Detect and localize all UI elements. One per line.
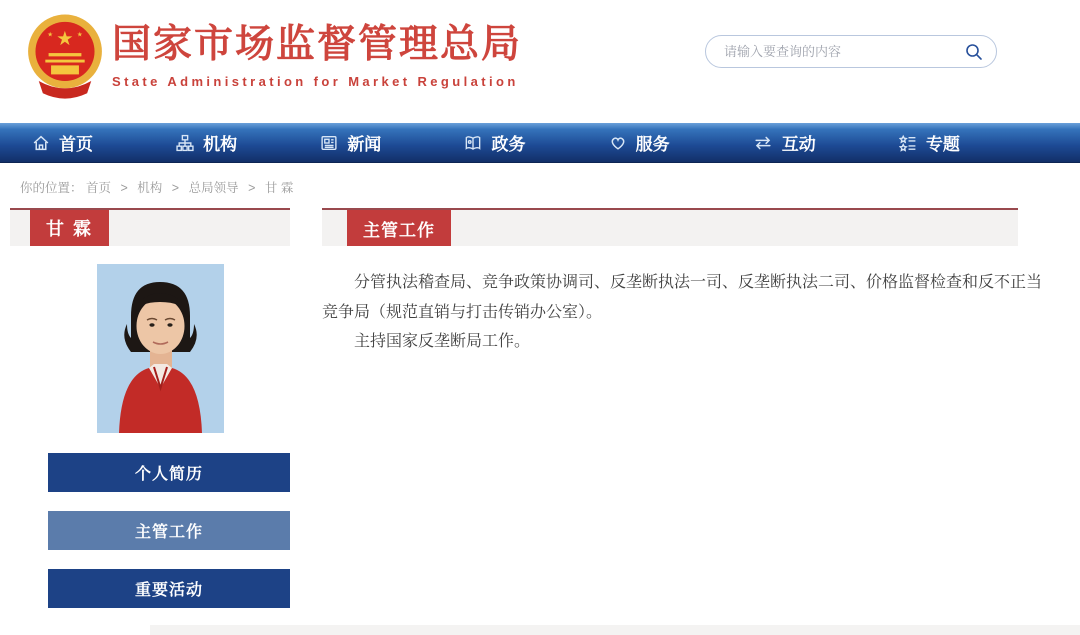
- breadcrumb: [0, 163, 1080, 201]
- search-box[interactable]: [705, 35, 997, 68]
- breadcrumb-item-home[interactable]: 首页: [86, 181, 112, 195]
- nav-item-topics[interactable]: [899, 130, 960, 155]
- nav-item-label: 机构: [203, 135, 238, 154]
- profile-name-tab: 甘 霖: [30, 210, 109, 246]
- main-nav-inner: [0, 123, 1080, 162]
- nav-item-label: 首页: [59, 135, 93, 154]
- nav-item-interaction[interactable]: [753, 130, 816, 155]
- national-emblem-icon: [24, 12, 106, 104]
- nav-item-news[interactable]: [320, 130, 381, 155]
- portrait-illustration: [97, 264, 224, 433]
- sidebar-header-bar: [10, 208, 290, 246]
- breadcrumb-item-current: 甘 霖: [264, 181, 294, 195]
- home-icon: [32, 134, 50, 152]
- gov-book-icon: [464, 134, 482, 152]
- paragraph: 主持国家反垄断局工作。: [354, 333, 531, 351]
- breadcrumb-separator: >: [171, 181, 180, 195]
- footer-strip: [150, 625, 1080, 635]
- site-title-block: [112, 24, 522, 89]
- menu-button-responsibilities[interactable]: 主管工作: [48, 511, 290, 550]
- nav-item-label: 专题: [925, 135, 960, 154]
- search-icon: [964, 42, 984, 62]
- breadcrumb-item-leaders[interactable]: 总局领导: [188, 181, 239, 195]
- profile-menu: [48, 453, 290, 627]
- exchange-arrows-icon: [753, 134, 773, 152]
- breadcrumb-separator: >: [248, 181, 256, 195]
- menu-button-activities[interactable]: 重要活动: [48, 569, 290, 608]
- nav-item-government[interactable]: [464, 130, 525, 155]
- search-button[interactable]: [964, 42, 984, 62]
- breadcrumb-label: 你的位置：: [20, 181, 83, 195]
- nav-item-label: 新闻: [347, 135, 382, 154]
- section-body: [322, 268, 1052, 357]
- nav-item-home[interactable]: [32, 130, 93, 155]
- site-header: [0, 0, 1080, 123]
- national-emblem-logo: [24, 12, 106, 104]
- site-subtitle: State Administration for Market Regulation: [112, 73, 519, 89]
- section-title-tab: 主管工作: [347, 210, 451, 246]
- nav-item-label: 互动: [781, 135, 816, 154]
- org-chart-icon: [176, 134, 194, 152]
- nav-item-label: 政务: [491, 135, 526, 154]
- nav-item-label: 服务: [635, 135, 670, 154]
- main-nav: [0, 123, 1080, 163]
- search-input[interactable]: [722, 43, 964, 60]
- topic-list-icon: [899, 134, 917, 152]
- news-icon: [320, 134, 338, 152]
- main-content: [322, 208, 1052, 357]
- profile-photo: [97, 264, 224, 433]
- site-title: 国家市场监督管理总局: [112, 23, 523, 66]
- paragraph: 分管执法稽查局、竞争政策协调司、反垄断执法一司、反垄断执法二司、价格监督检查和反不正当竞争局（规范直销与打击传销办公室）。: [322, 274, 1043, 321]
- section-header-bar: [322, 208, 1018, 246]
- breadcrumb-item-organization[interactable]: 机构: [137, 181, 163, 195]
- heart-icon: [609, 134, 627, 152]
- profile-sidebar: [10, 208, 290, 599]
- svg-text:★: ★: [47, 31, 54, 39]
- svg-text:★: ★: [76, 31, 83, 39]
- nav-item-services[interactable]: [609, 130, 670, 155]
- nav-item-organization[interactable]: [176, 130, 237, 155]
- breadcrumb-separator: >: [120, 181, 128, 195]
- menu-button-resume[interactable]: 个人简历: [48, 453, 290, 492]
- svg-text:★: ★: [56, 27, 74, 50]
